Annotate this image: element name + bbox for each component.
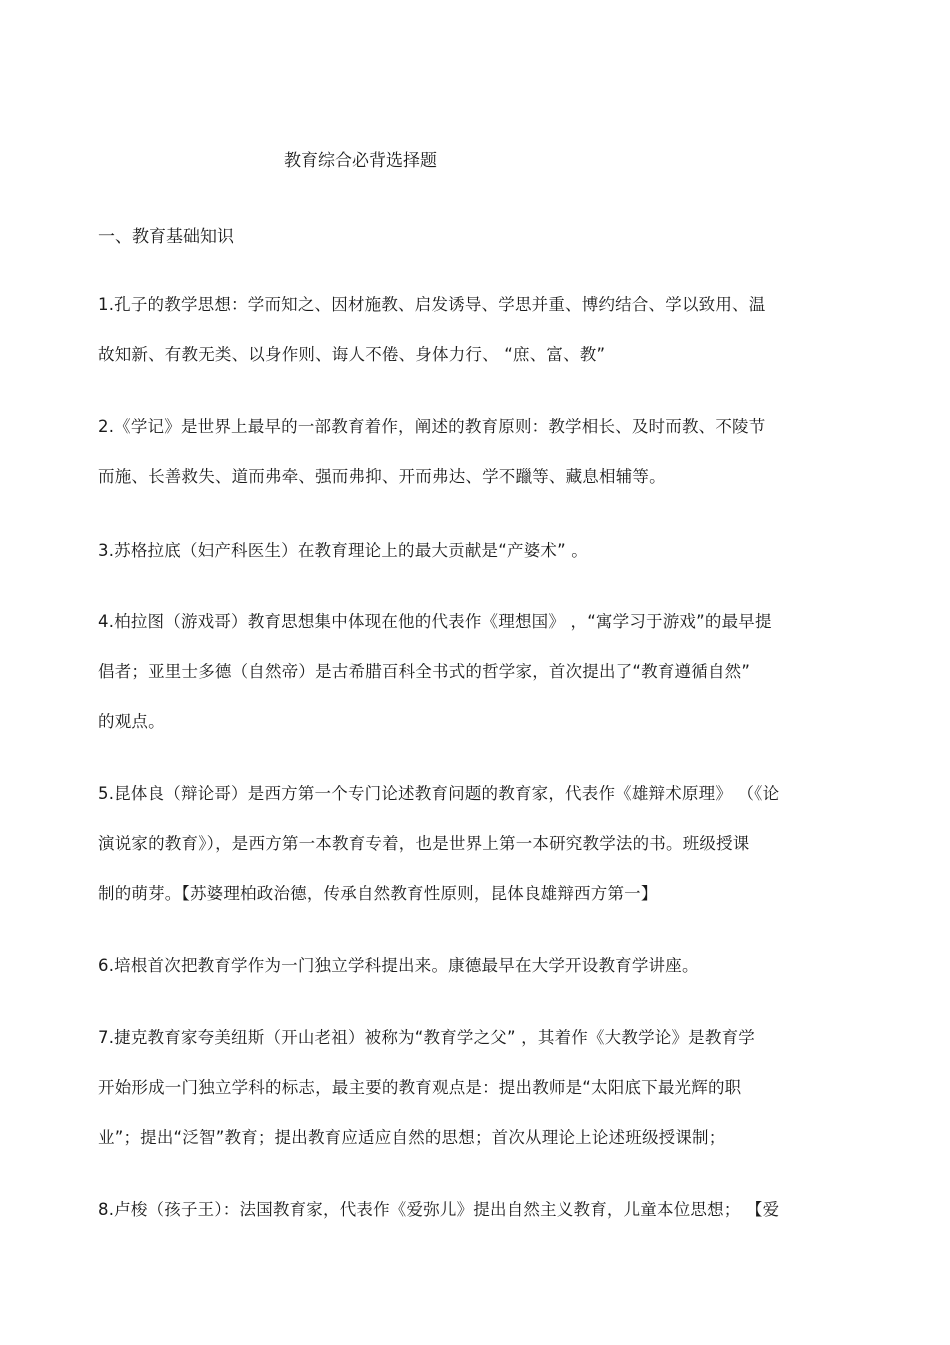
text-line-3: 2.《学记》是世界上最早的一部教育着作，阐述的教育原则：教学相长、及时而教、不陵节: [98, 417, 766, 436]
text-line-4: 而施、长善救失、道而弗牵、强而弗抑、开而弗达、学不躐等、藏息相辅等。: [98, 467, 666, 486]
text-line-16: 8.卢梭（孩子王）：法国教育家，代表作《爱弥儿》提出自然主义教育，儿童本位思想； 【爱: [98, 1200, 780, 1219]
text-line-1: 1.孔子的教学思想：学而知之、因材施教、启发诱导、学思并重、博约结合、学以致用、温: [98, 295, 766, 314]
text-line-12: 6.培根首次把教育学作为一门独立学科提出来。康德最早在大学开设教育学讲座。: [98, 956, 699, 975]
text-line-8: 的观点。: [98, 712, 165, 731]
text-line-15: 业”；提出“泛智”教育；提出教育应适应自然的思想；首次从理论上论述班级授课制；: [98, 1128, 726, 1147]
text-line-14: 开始形成一门独立学科的标志，最主要的教育观点是：提出教师是“太阳底下最光辉的职: [98, 1078, 742, 1097]
text-line-5: 3.苏格拉底（妇产科医生）在教育理论上的最大贡献是“产婆术” 。: [98, 541, 588, 560]
text-line-9: 5.昆体良（辩论哥）是西方第一个专门论述教育问题的教育家，代表作《雄辩术原理》 （《论: [98, 784, 780, 803]
document-title: 教育综合必背选择题: [284, 151, 437, 171]
text-line-6: 4.柏拉图（游戏哥）教育思想集中体现在他的代表作《理想国》 ，“寓学习于游戏”的最早提: [98, 612, 772, 631]
text-line-10: 演说家的教育》），是西方第一本教育专着，也是世界上第一本研究教学法的书。班级授课: [98, 834, 750, 853]
text-line-7: 倡者；亚里士多德（自然帝）是古希腊百科全书式的哲学家，首次提出了“教育遵循自然”: [98, 662, 751, 681]
text-line-13: 7.捷克教育家夸美纽斯（开山老祖）被称为“教育学之父” ，其着作《大教学论》是教育学: [98, 1028, 755, 1047]
section-heading: 一、教育基础知识: [98, 227, 234, 247]
text-line-2: 故知新、有教无类、以身作则、诲人不倦、身体力行、 “庶、富、教”: [98, 345, 606, 364]
text-line-11: 制的萌芽。【苏婆理柏政治德，传承自然教育性原则，昆体良雄辩西方第一】: [98, 884, 658, 903]
